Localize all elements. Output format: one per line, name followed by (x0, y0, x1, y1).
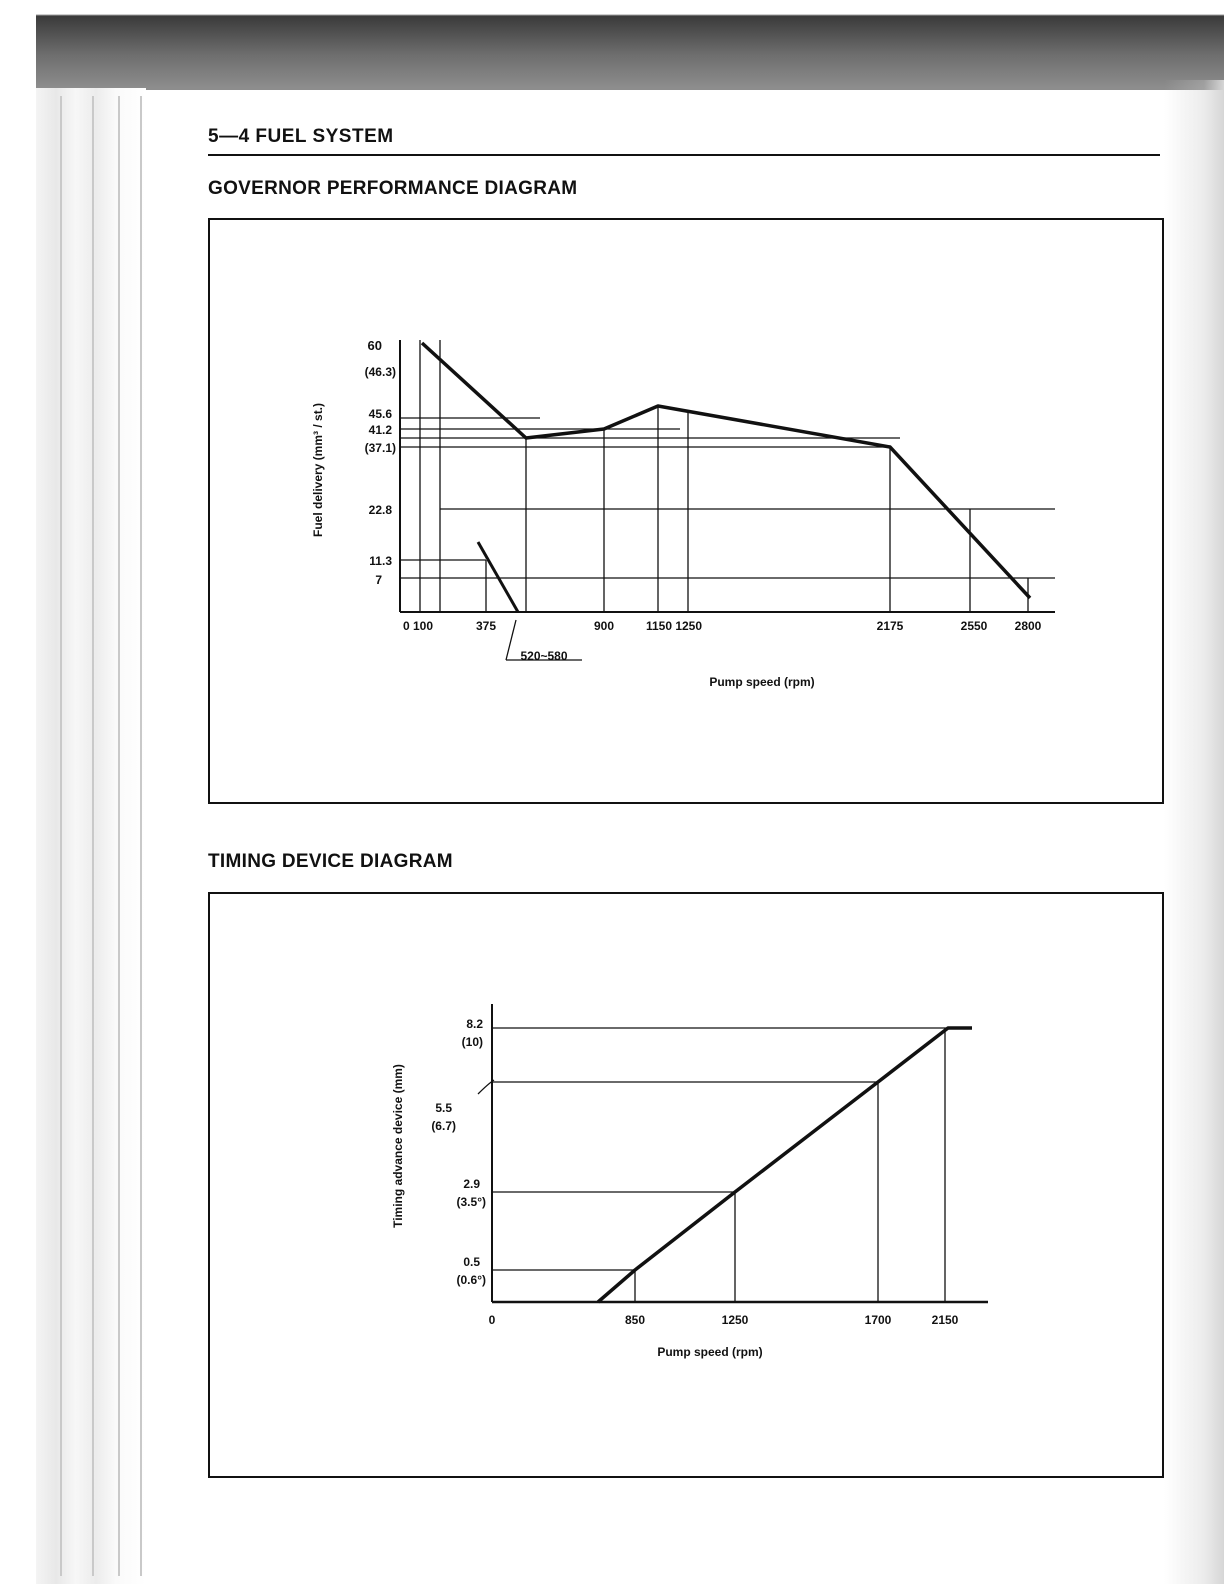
y-tick-label: 5.5 (435, 1101, 452, 1115)
page-edge-line (140, 96, 142, 1576)
page-edge-line (118, 96, 120, 1576)
y-tick-label: 11.3 (369, 554, 392, 568)
y-axis-title: Fuel delivery (mm³ / st.) (311, 402, 325, 538)
x-tick-label: 2800 (1014, 619, 1042, 633)
y-tick-label: 8.2 (466, 1017, 483, 1031)
x-axis-title: Pump speed (rpm) (709, 675, 815, 689)
x-tick-label: 850 (624, 1313, 646, 1327)
page-curl-shadow (1164, 80, 1224, 1584)
y-tick-label: 7 (375, 573, 382, 587)
timing-diagram-panel (208, 892, 1164, 1478)
y-tick-label: 60 (367, 338, 382, 353)
x-tick-label: 2550 (960, 619, 988, 633)
y-tick-label: 2.9 (463, 1177, 480, 1191)
x-tick-label: 1700 (864, 1313, 892, 1327)
timing-chart (210, 894, 1162, 1476)
x-tick-label: 0 100 (402, 619, 434, 633)
y-tick-label: 45.6 (368, 407, 392, 421)
x-tick-label: 900 (593, 619, 615, 633)
scan-margin (0, 0, 36, 90)
y-tick-label: (0.6°) (456, 1273, 486, 1287)
page-edge-line (60, 96, 62, 1576)
section-header: 5—4 FUEL SYSTEM (208, 126, 394, 147)
scan-shadow-top (0, 0, 1224, 90)
governor-chart (210, 220, 1162, 802)
y-tick-label: (10) (461, 1035, 483, 1049)
governor-curve (422, 343, 1030, 598)
x-tick-label: 2175 (876, 619, 904, 633)
idle-line (478, 542, 518, 612)
x-tick-label: 1150 1250 (645, 619, 703, 633)
y-tick-label: (6.7) (431, 1119, 456, 1133)
page-stack-edge (36, 88, 146, 1584)
x-axis-title: Pump speed (rpm) (657, 1345, 763, 1359)
y-tick-label: 41.2 (368, 423, 392, 437)
x-tick-label: 2150 (931, 1313, 959, 1327)
x-tick-label: 0 (488, 1313, 496, 1327)
range-leader (506, 620, 516, 660)
governor-diagram-panel (208, 218, 1164, 804)
x-tick-label: 375 (475, 619, 497, 633)
page-edge-line (92, 96, 94, 1576)
range-label: 520~580 (520, 649, 568, 663)
x-tick-label: 1250 (721, 1313, 749, 1327)
y-tick-label: (37.1) (364, 441, 396, 455)
y-tick-label: 22.8 (368, 503, 392, 517)
y-tick-label: 0.5 (463, 1255, 480, 1269)
y-axis-title: Timing advance device (mm) (391, 1064, 405, 1228)
header-rule (208, 154, 1160, 156)
timing-curve (598, 1028, 972, 1302)
timing-diagram-title: TIMING DEVICE DIAGRAM (208, 851, 453, 872)
y-tick-label: (46.3) (364, 365, 396, 379)
governor-diagram-title: GOVERNOR PERFORMANCE DIAGRAM (208, 178, 578, 199)
y-tick-label: (3.5°) (456, 1195, 486, 1209)
